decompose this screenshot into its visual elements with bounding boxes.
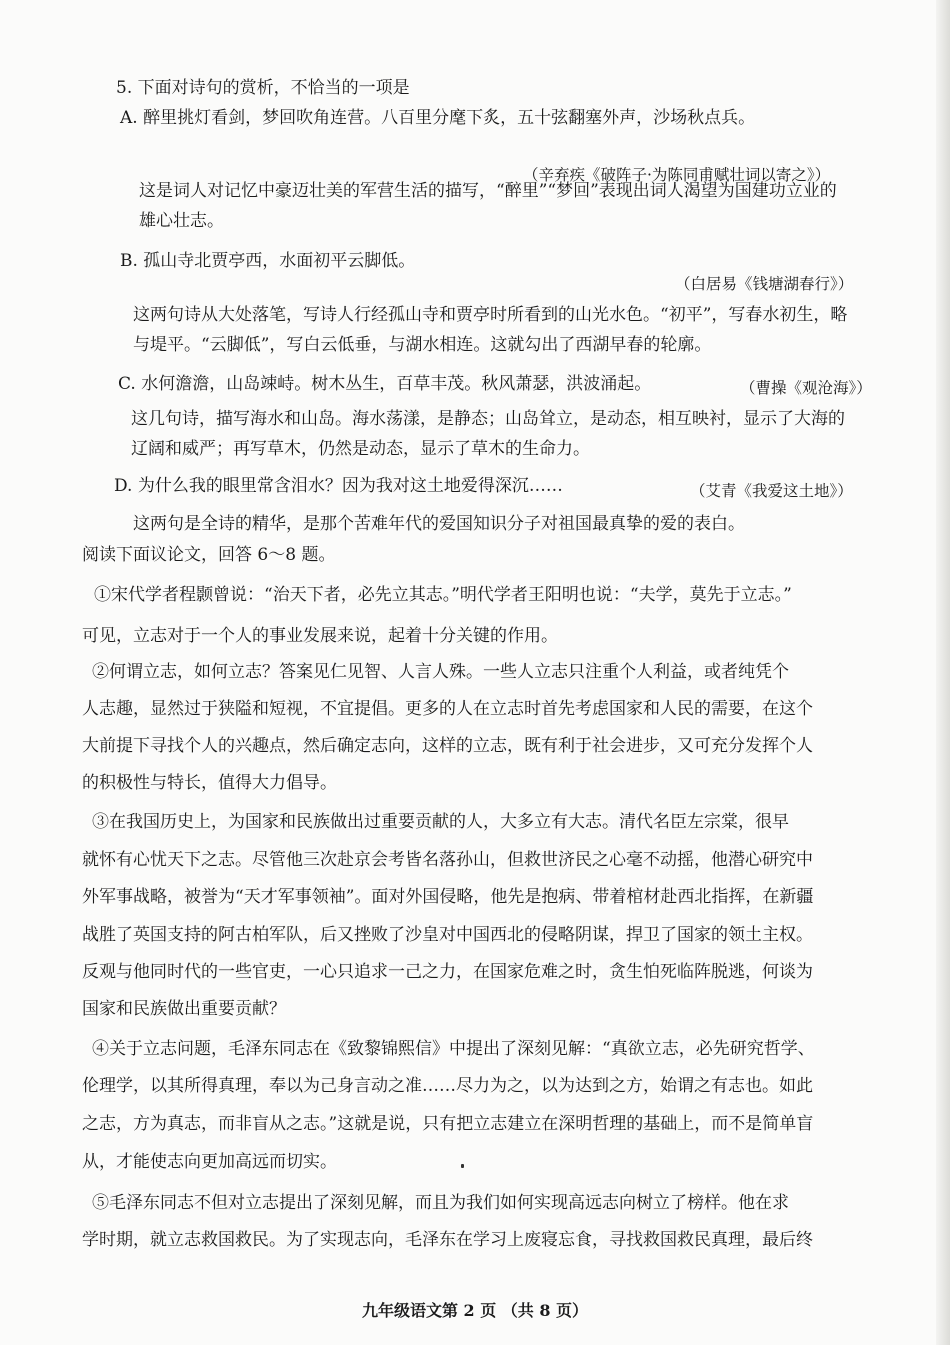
reading-instruction: 阅读下面议论文，回答 6～8 题。 <box>82 545 336 565</box>
essay-line: 学时期，就立志救国救民。为了实现志向，毛泽东在学习上废寝忘食，寻找救国救民真理，最后终 <box>82 1230 813 1250</box>
essay-line: ④关于立志问题，毛泽东同志在《致黎锦熙信》中提出了深刻见解：“真欲立志，必先研究哲学、 <box>92 1039 815 1059</box>
essay-line: 可见，立志对于一个人的事业发展来说，起着十分关键的作用。 <box>82 626 558 646</box>
essay-line: 之志，方为真志，而非盲从之志。”这就是说，只有把立志建立在深明哲理的基础上，而不是简单盲 <box>82 1114 814 1134</box>
option-c-source: （曹操《观沧海》） <box>740 379 872 397</box>
essay-line: ③在我国历史上，为国家和民族做出过重要贡献的人，大多立有大志。清代名臣左宗棠，很早 <box>92 812 789 832</box>
option-a-explanation-1: 这是词人对记忆中豪迈壮美的军营生活的描写，“醉里”“梦回”表现出词人渴望为国建功立业的 <box>139 181 837 201</box>
option-c-explanation-2: 辽阔和威严；再写草木，仍然是动态，显示了草木的生命力。 <box>131 439 590 459</box>
essay-line: 国家和民族做出重要贡献？ <box>82 999 286 1019</box>
essay-line: 人志趣，显然过于狭隘和短视，不宜提倡。更多的人在立志时首先考虑国家和人民的需要，在这个 <box>82 699 813 719</box>
option-b-source: （白居易《钱塘湖春行》） <box>675 275 854 293</box>
scan-edge <box>936 0 950 1345</box>
option-d-source: （艾青《我爱这土地》） <box>690 482 853 500</box>
essay-line: 就怀有心忧天下之志。尽管他三次赴京会考皆名落孙山，但救世济民之心毫不动摇，他潜心研究中 <box>82 850 813 870</box>
option-a-source: （辛弃疾《破阵子·为陈同甫赋壮词以寄之》） <box>523 166 831 184</box>
essay-line: 伦理学，以其所得真理，奉以为己身言动之准……尽力为之，以为达到之方，始谓之有志也。如此 <box>82 1076 813 1096</box>
option-d-poem: D. 为什么我的眼里常含泪水？因为我对这土地爱得深沉…… <box>114 476 563 496</box>
page-footer: 九年级语文第 2 页 （共 8 页） <box>361 1301 589 1320</box>
question-5-stem: 5. 下面对诗句的赏析，不恰当的一项是 <box>116 78 410 98</box>
option-c-poem: C. 水何澹澹，山岛竦峙。树木丛生，百草丰茂。秋风萧瑟，洪波涌起。 <box>118 374 652 394</box>
essay-line: 反观与他同时代的一些官吏，一心只追求一己之力，在国家危难之时，贪生怕死临阵脱逃，何谈为 <box>82 962 813 982</box>
option-b-explanation-2: 与堤平。“云脚低”，写白云低垂，与湖水相连。这就勾出了西湖早春的轮廓。 <box>133 335 712 355</box>
scan-speck <box>461 1164 464 1168</box>
essay-line: 从，才能使志向更加高远而切实。 <box>82 1152 337 1172</box>
option-c-explanation-1: 这几句诗，描写海水和山岛。海水荡漾，是静态；山岛耸立，是动态，相互映衬，显示了大海的 <box>131 409 845 429</box>
essay-line: 战胜了英国支持的阿古柏军队，后又挫败了沙皇对中国西北的侵略阴谋，捍卫了国家的领土主权。 <box>82 925 813 945</box>
essay-line: ②何谓立志，如何立志？答案见仁见智、人言人殊。一些人立志只注重个人利益，或者纯凭个 <box>92 662 789 682</box>
option-b-poem: B. 孤山寺北贾亭西，水面初平云脚低。 <box>120 251 416 271</box>
essay-line: 的积极性与特长，值得大力倡导。 <box>82 773 337 793</box>
option-a-poem: A. 醉里挑灯看剑，梦回吹角连营。八百里分麾下炙，五十弦翻塞外声，沙场秋点兵。 <box>120 108 756 128</box>
option-b-explanation-1: 这两句诗从大处落笔，写诗人行经孤山寺和贾亭时所看到的山光水色。“初平”，写春水初生，略 <box>133 305 848 325</box>
essay-line: 大前提下寻找个人的兴趣点，然后确定志向，这样的立志，既有利于社会进步，又可充分发挥个人 <box>82 736 813 756</box>
essay-line: ①宋代学者程颢曾说：“治天下者，必先立其志。”明代学者王阳明也说：“夫学，莫先于立志。” <box>94 585 792 605</box>
essay-line: ⑤毛泽东同志不但对立志提出了深刻见解，而且为我们如何实现高远志向树立了榜样。他在求 <box>92 1193 789 1213</box>
option-a-explanation-2: 雄心壮志。 <box>139 211 224 231</box>
option-d-explanation-1: 这两句是全诗的精华，是那个苦难年代的爱国知识分子对祖国最真挚的爱的表白。 <box>133 514 745 534</box>
essay-line: 外军事战略，被誉为“天才军事领袖”。面对外国侵略，他先是抱病、带着棺材赴西北指挥，在新疆 <box>82 887 814 907</box>
